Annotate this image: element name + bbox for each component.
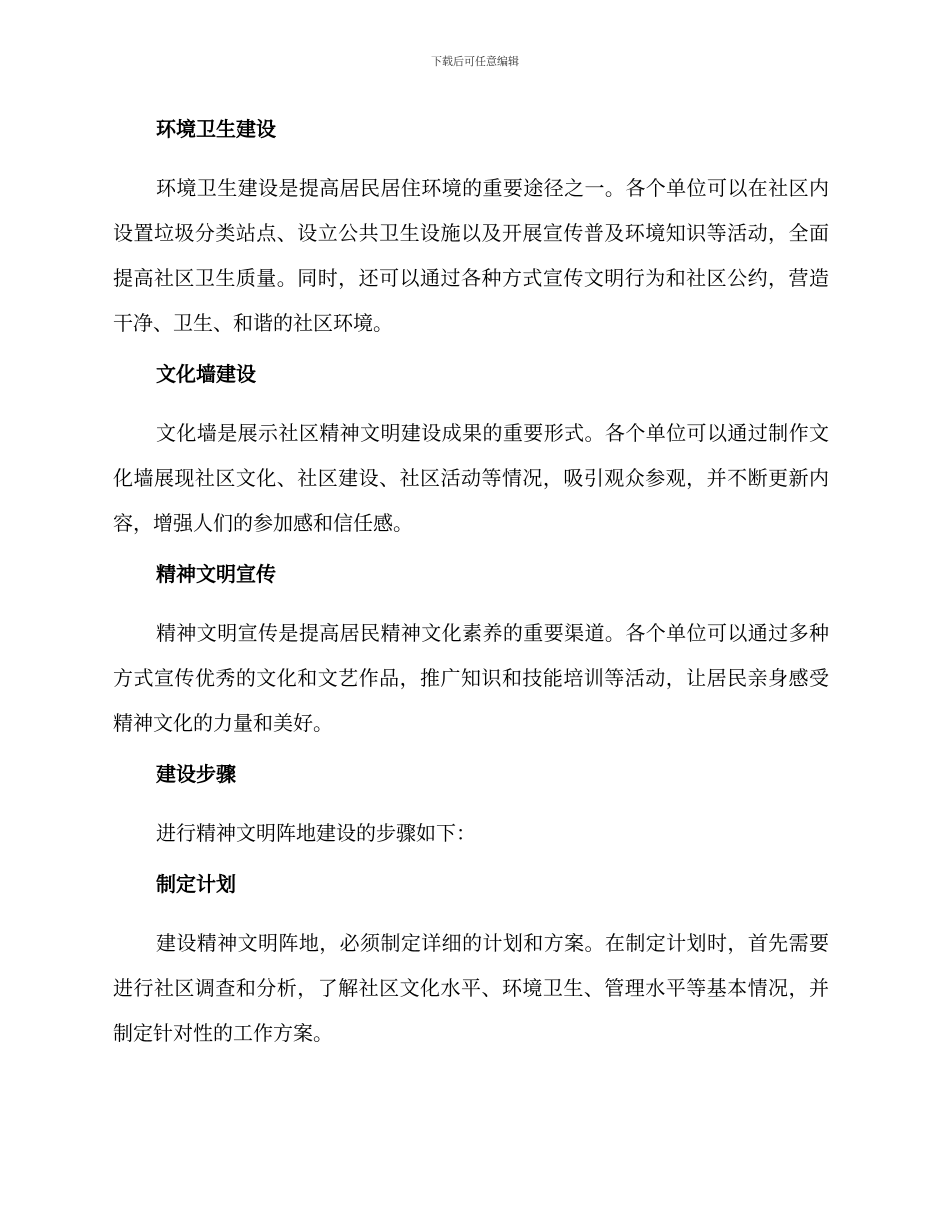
section-paragraph: 建设精神文明阵地，必须制定详细的计划和方案。在制定计划时，首先需要进行社区调查和分析，了解社区文化水平、环境卫生、管理水平等基本情况，并制定针对性的工作方案。 xyxy=(113,931,829,1045)
section-heading: 建设步骤 xyxy=(156,762,236,786)
page-header-note: 下载后可任意编辑 xyxy=(431,55,519,68)
section-paragraph: 精神文明宣传是提高居民精神文化素养的重要渠道。各个单位可以通过多种方式宣传优秀的文化和文艺作品，推广知识和技能培训等活动，让居民亲身感受精神文化的力量和美好。 xyxy=(113,621,829,735)
section-heading: 文化墙建设 xyxy=(156,362,256,386)
section-heading: 制定计划 xyxy=(156,872,236,896)
section-paragraph: 进行精神文明阵地建设的步骤如下： xyxy=(156,821,476,845)
section-heading: 环境卫生建设 xyxy=(156,117,276,141)
section-paragraph: 环境卫生建设是提高居民居住环境的重要途径之一。各个单位可以在社区内设置垃圾分类站点、设立公共卫生设施以及开展宣传普及环境知识等活动，全面提高社区卫生质量。同时，还可以通过各种方式宣传文明行为和社区公约，营造干净、卫生、和谐的社区环境。 xyxy=(113,176,829,335)
section-heading: 精神文明宣传 xyxy=(156,562,276,586)
document-body xyxy=(113,109,829,1056)
section-paragraph: 文化墙是展示社区精神文明建设成果的重要形式。各个单位可以通过制作文化墙展现社区文化、社区建设、社区活动等情况，吸引观众参观，并不断更新内容，增强人们的参加感和信任感。 xyxy=(113,421,829,535)
